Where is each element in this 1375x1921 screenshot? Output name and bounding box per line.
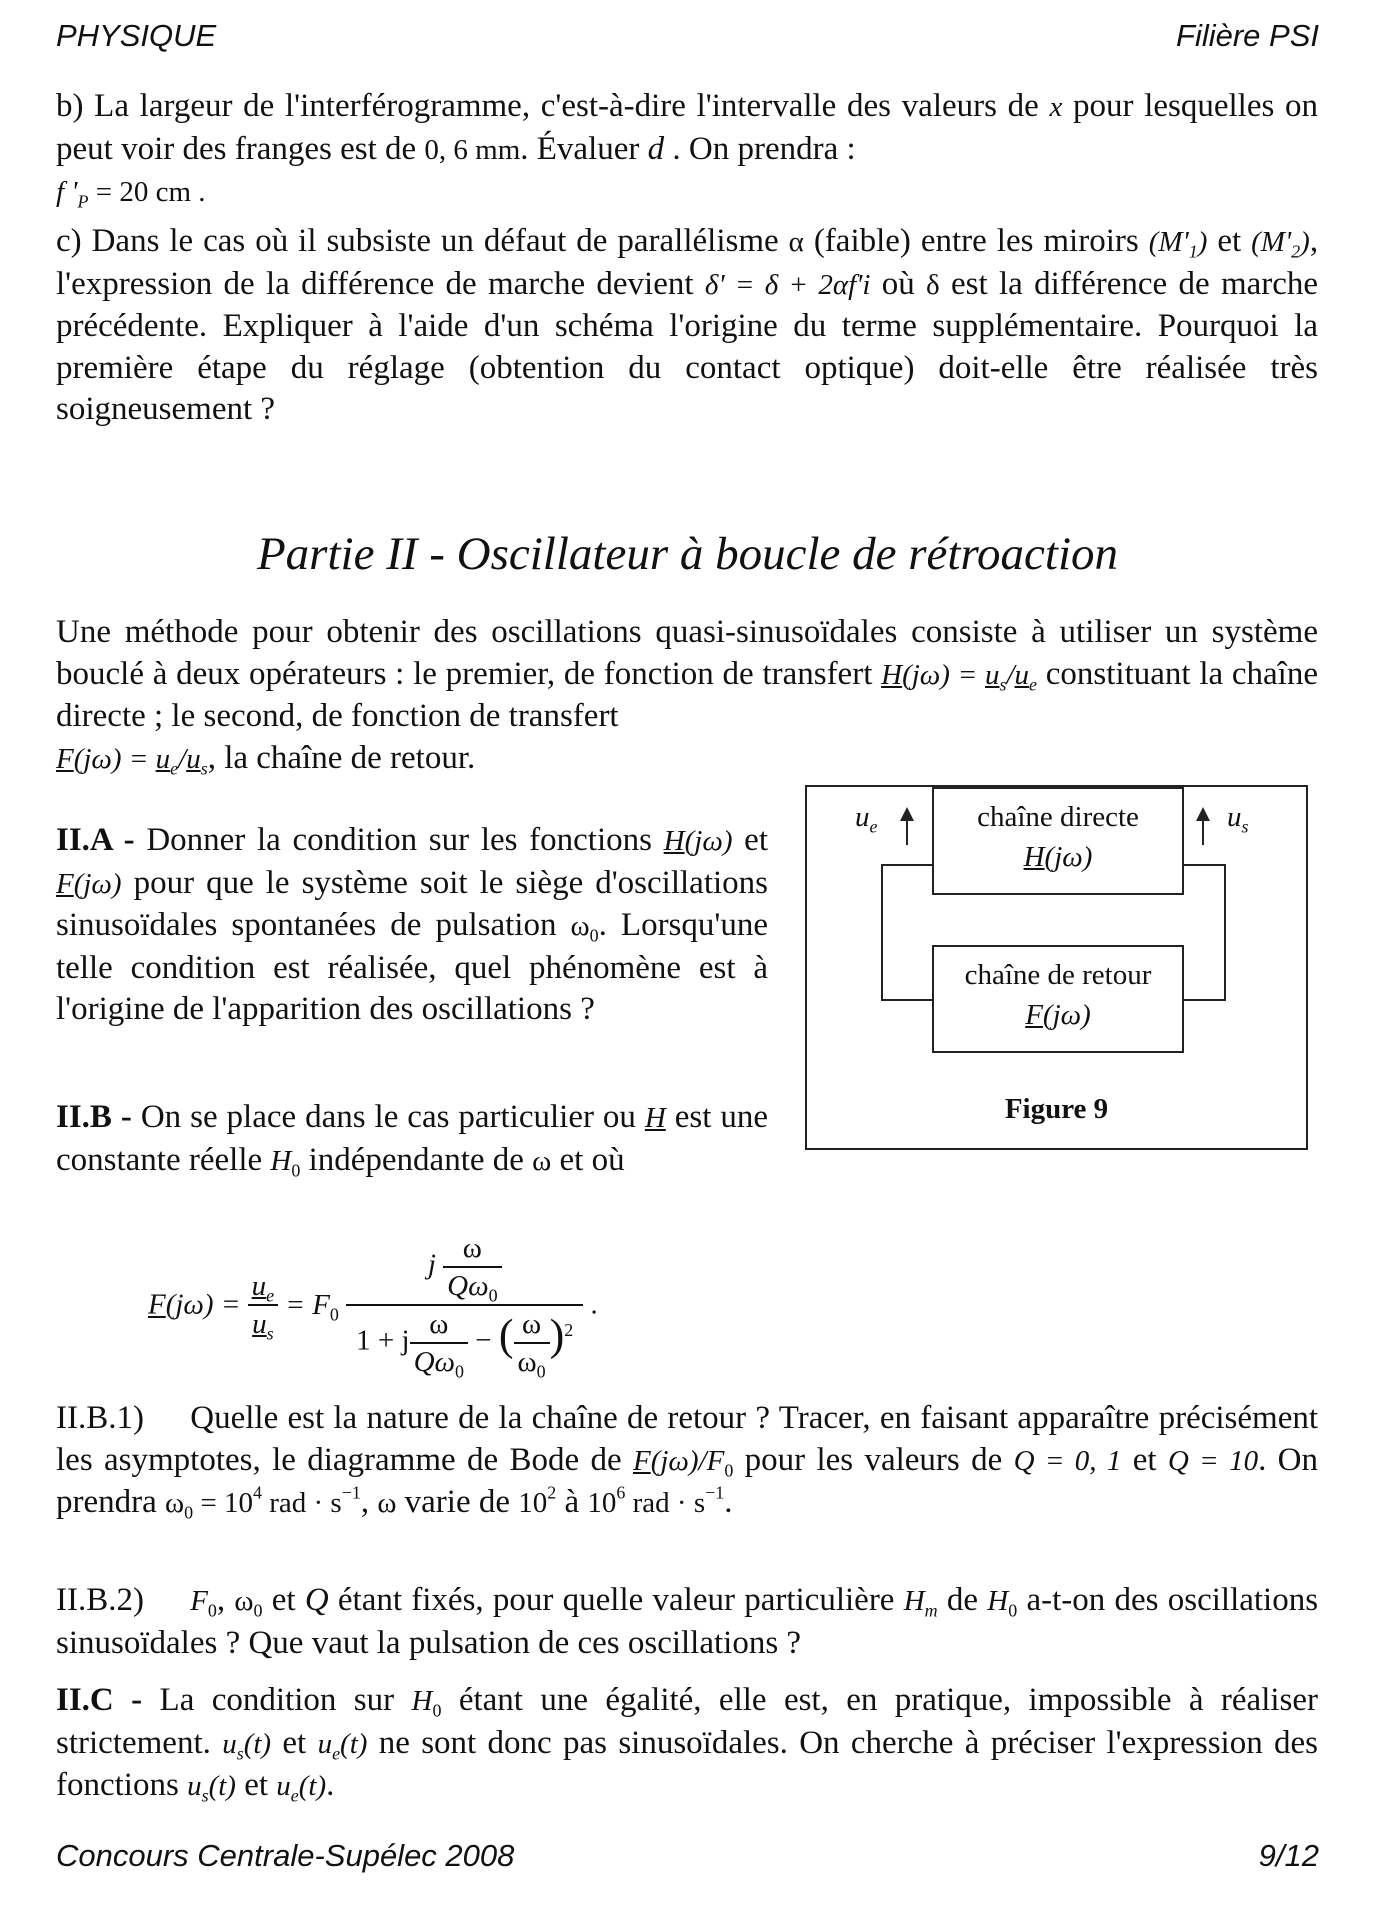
question-IIB: II.B - On se place dans le cas particulier ou H est une constante réelle $H_0$ indépendante de ω et où xyxy=(56,1099,769,1180)
question-IIB2: II.B.2) $F_0$, $\omega_0$ et Q étant fixés, pour quelle valeur particulière $H_m$ de $H_0$ a-t-on des oscillations sinusoïdales ? Que vaut la pulsation de ces oscillations ? xyxy=(56,1582,1319,1661)
question-b: b) La largeur de l'interférogramme, c'est-à-dire l'intervalle des valeurs de x pour lesquelles on peut voir des franges est de 0, 6 mm. Évaluer d . On prendra : f '$_P = 20$ cm . xyxy=(56,88,1319,212)
page-number: 9/12 xyxy=(1258,1838,1319,1873)
return-chain-box: chaîne de retour F(jω) xyxy=(932,945,1184,1053)
header-right: Filière PSI xyxy=(1176,18,1319,53)
section-title: Partie II - Oscillateur à boucle de rétroaction xyxy=(256,528,1119,580)
question-IIC: II.C - La condition sur $H_0$ étant une égalité, elle est, en pratique, impossible à réaliser strictement. $u_s(t)$ et $u_e(t)$ ne sont donc pas sinusoïdales. On cherche à préciser l'expression des fonctions $u_s(t)$ et $u_e(t)$. xyxy=(56,1682,1319,1806)
us-label: $u_s$ xyxy=(1227,801,1249,837)
figure-caption: Figure 9 xyxy=(1004,1093,1109,1125)
figure-9 xyxy=(805,785,1308,1150)
ue-label: $u_e$ xyxy=(855,801,878,837)
transfer-function-equation: F(jω) = $\frac{u_e}{u_s}$ = $F_0$ j $\frac{\omega}{Q\omega_0}$ 1 + j $\frac{\omega}{Q\omega_0}$ − ( $\frac{\omega}{\omega_0}$ )$^2$ . xyxy=(148,1232,598,1382)
question-c: c) Dans le cas où il subsiste un défaut de parallélisme α (faible) entre les miroirs $(M'_1)$ et $(M'_2)$, l'expression de la différence de marche devient δ' = δ + 2αf'i où δ est la différence de marche précédente. Expliquer à l'aide d'un schéma l'origine du terme supplémentaire. Pourquoi la première étape du réglage (obtention du contact optique) doit-elle être réalisée très soigneusement ? xyxy=(56,223,1319,427)
footer-left: Concours Centrale-Supélec 2008 xyxy=(56,1838,515,1873)
intro-paragraph: Une méthode pour obtenir des oscillations quasi-sinusoïdales consiste à utiliser un système bouclé à deux opérateurs : le premier, de fonction de transfert $H(j\omega) = u_s/u_e$ constituant la chaîne directe ; le second, de fonction de transfert $F(j\omega) = u_e/u_s$, la chaîne de retour. xyxy=(56,614,1318,778)
direct-chain-box: chaîne directe H(jω) xyxy=(932,787,1184,895)
question-IIA: II.A - Donner la condition sur les fonctions H(jω) et F(jω) pour que le système soit le siège d'oscillations sinusoïdales spontanées de pulsation $\omega_0$. Lorsqu'une telle condition est réalisée, quel phénomène est à l'origine de l'apparition des oscillations ? xyxy=(56,822,768,1027)
question-IIB1: II.B.1) Quelle est la nature de la chaîne de retour ? Tracer, en faisant apparaître précisément les asymptotes, le diagramme de Bode de $F(j\omega)/F_0$ pour les valeurs de Q = 0, 1 et Q = 10. On prendra $\omega_0 = 10^4$ rad · $s^{-1}$, ω varie de $10^2$ à $10^6$ rad · $s^{-1}$. xyxy=(56,1400,1319,1523)
header-left: PHYSIQUE xyxy=(56,18,217,53)
